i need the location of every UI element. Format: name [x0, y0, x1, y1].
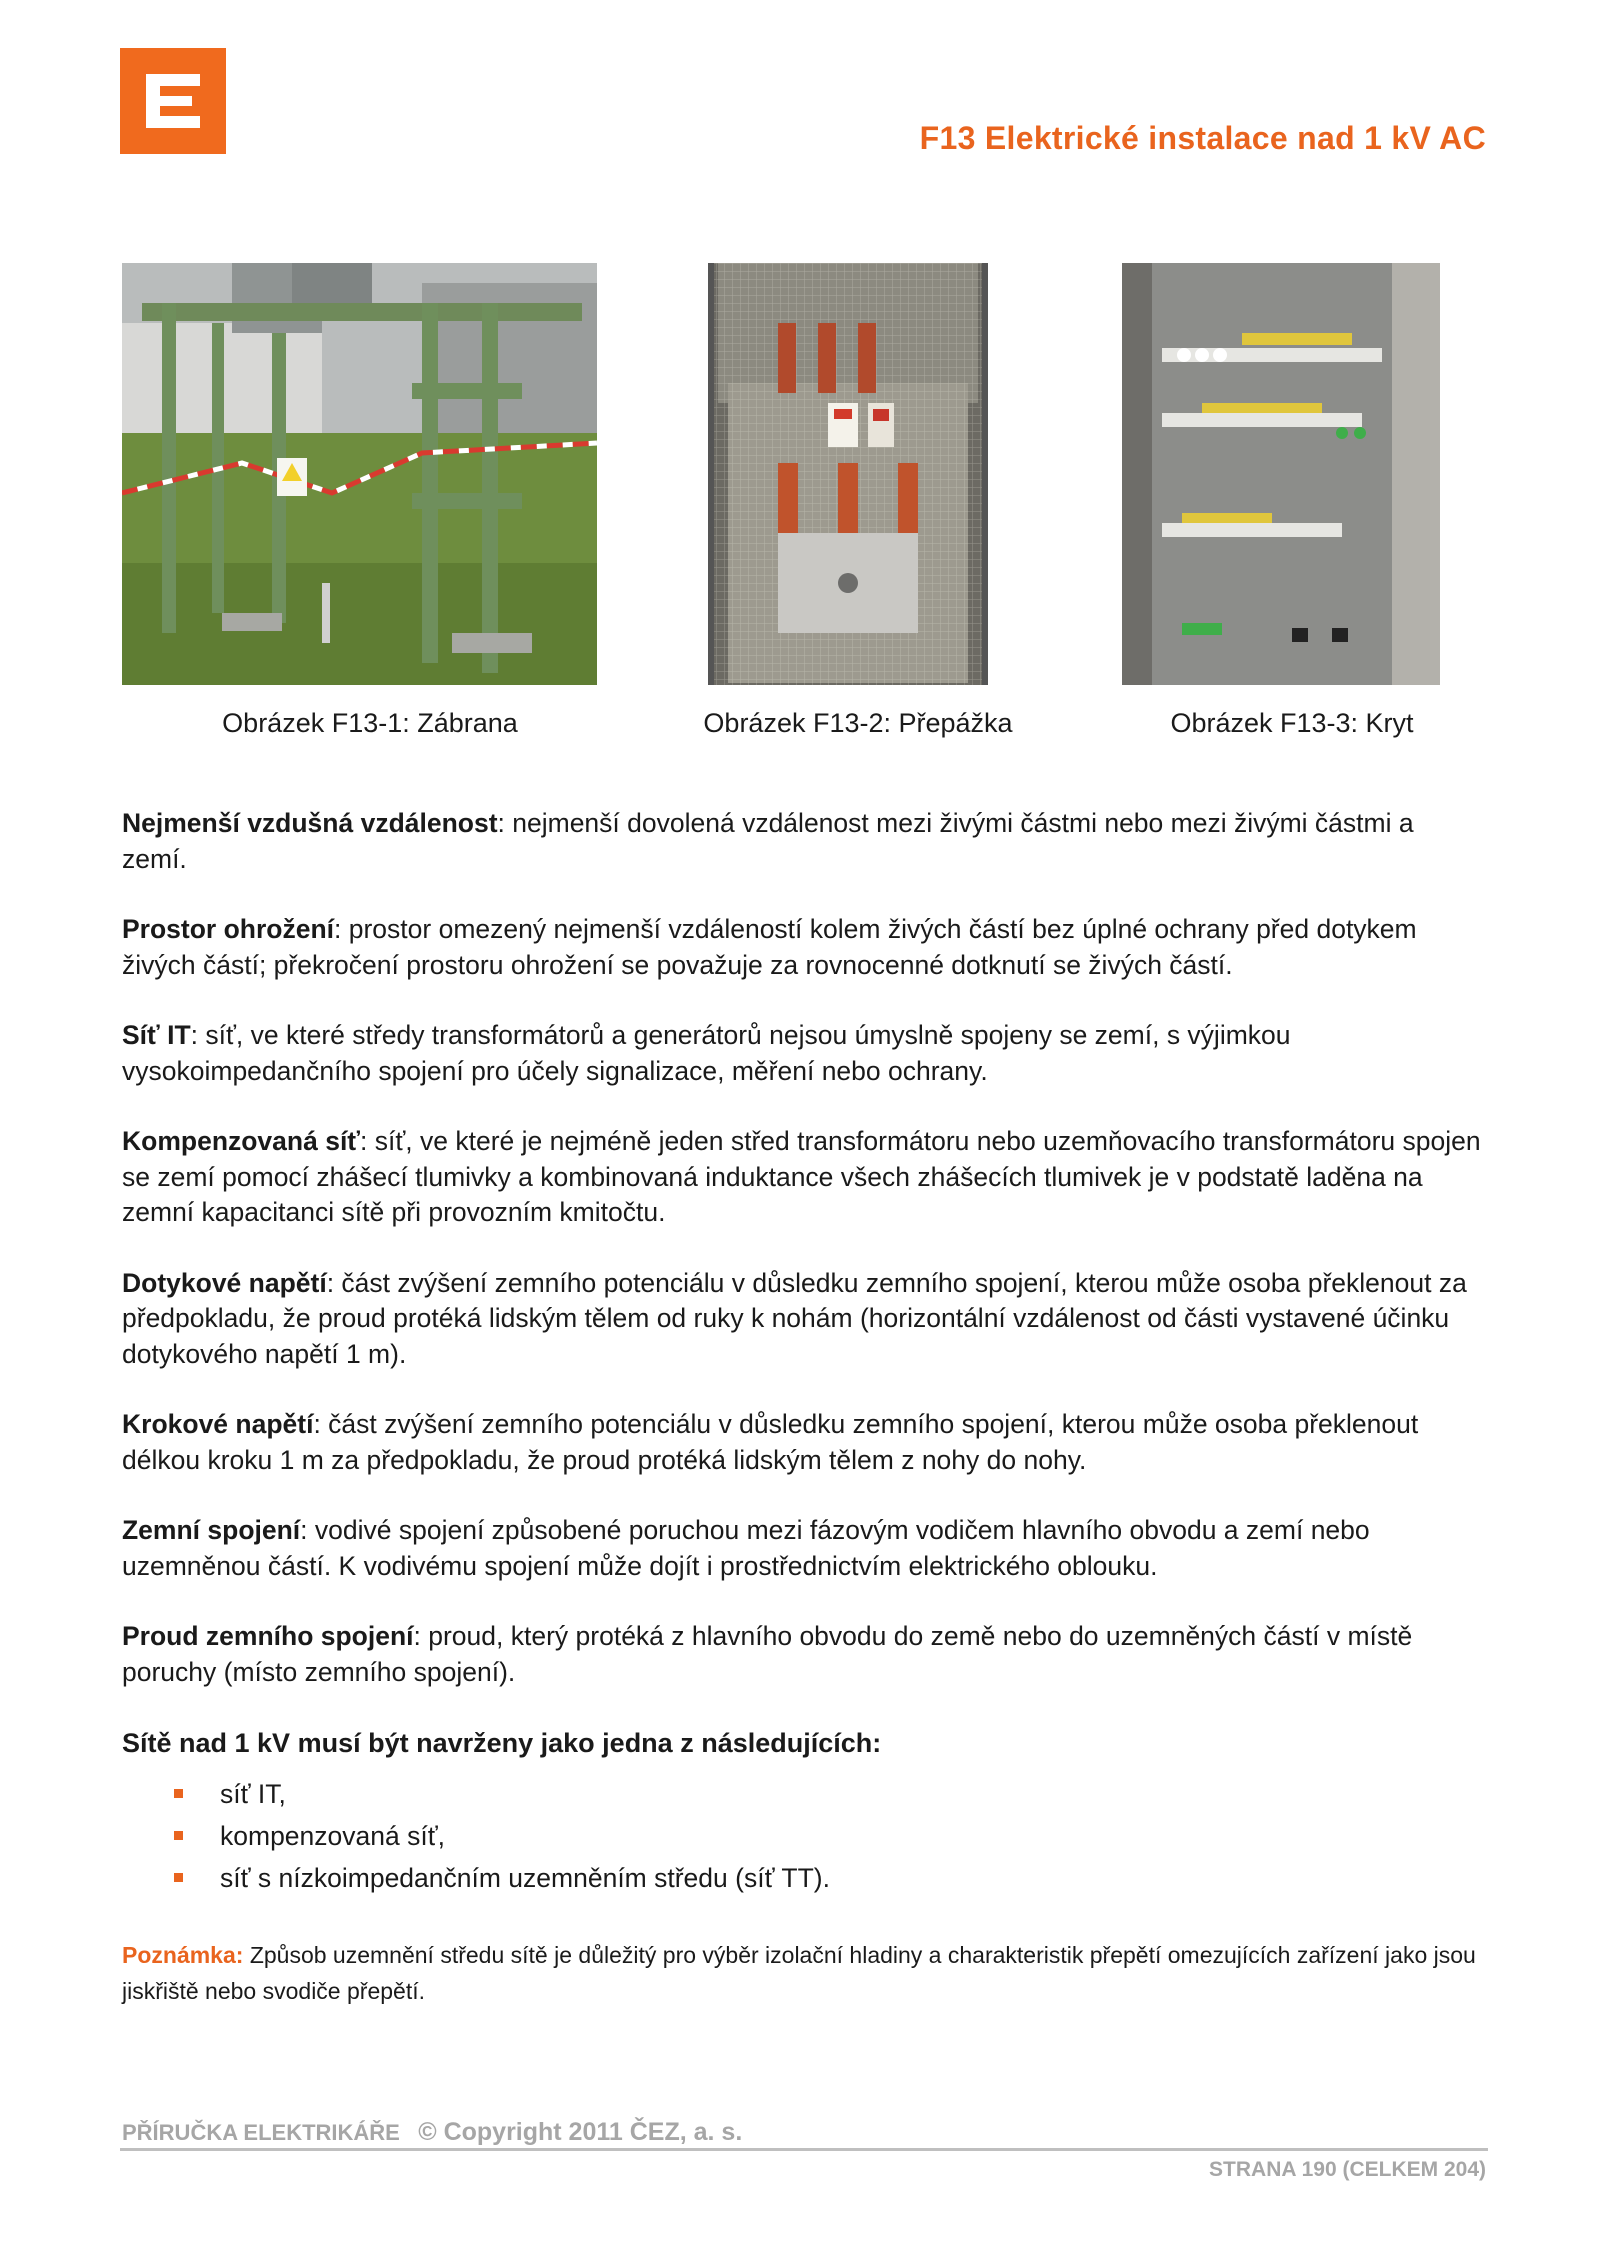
square-bullet-icon — [174, 1831, 183, 1840]
partition-photo — [708, 263, 988, 685]
definition-term: Prostor ohrožení — [122, 914, 335, 944]
list-item-text: síť s nízkoimpedančním uzemněním středu (síť TT). — [220, 1863, 830, 1893]
square-bullet-icon — [174, 1873, 183, 1882]
footer-copyright: © Copyright 2011 ČEZ, a. s. — [418, 2118, 743, 2146]
footer-left — [122, 2118, 742, 2147]
footer-page-number: STRANA 190 (CELKEM 204) — [1209, 2158, 1486, 2181]
note — [122, 1937, 1482, 2009]
cez-logo — [120, 48, 226, 154]
definition-text: : vodivé spojení způsobené poruchou mezi fázovým vodičem hlavního obvodu a zemí nebo uzemněnou částí. K vodivému spojení může dojít i prostřednictvím elektrického oblouku. — [122, 1515, 1370, 1581]
page-title: F13 Elektrické instalace nad 1 kV AC — [919, 120, 1486, 156]
definition-paragraph — [122, 1018, 1482, 1089]
list-item — [122, 1773, 1482, 1815]
figure-prepazka — [708, 263, 988, 685]
definition-paragraph — [122, 1619, 1482, 1690]
footer-book-title: PŘÍRUČKA ELEKTRIKÁŘE — [122, 2120, 400, 2145]
definition-paragraph — [122, 1407, 1482, 1478]
definition-text: : část zvýšení zemního potenciálu v důsledku zemního spojení, kterou může osoba překlenout za předpokladu, že proud protéká lidským tělem od ruky k nohám (horizontální vzdálenost od části vystavené účinku dotykového napětí 1 m). — [122, 1267, 1467, 1369]
definition-text: : proud, který protéká z hlavního obvodu do země nebo do uzemněných částí v místě poruchy (místo zemního spojení). — [122, 1621, 1413, 1687]
definition-term: Síť IT — [122, 1020, 191, 1050]
list-heading: Sítě nad 1 kV musí být navrženy jako jedna z následujících: — [122, 1728, 882, 1758]
figure-kryt — [1122, 263, 1440, 685]
list-item-text: kompenzovaná síť, — [220, 1821, 446, 1851]
list-item — [122, 1815, 1482, 1857]
definition-text: : prostor omezený nejmenší vzdáleností kolem živých částí bez úplné ochrany před dotykem živých částí; překročení prostoru ohrožení se považuje za rovnocenné dotknutí se živých částí. — [122, 914, 1417, 980]
square-bullet-icon — [174, 1789, 183, 1798]
definition-term: Dotykové napětí — [122, 1267, 327, 1298]
definition-term: Krokové napětí — [122, 1409, 314, 1439]
figure-caption-2: Obrázek F13-2: Přepážka — [703, 708, 1013, 738]
definition-paragraph — [122, 1266, 1482, 1373]
definition-paragraph — [122, 912, 1482, 983]
definition-paragraph — [122, 806, 1482, 877]
cover-photo — [1122, 263, 1440, 685]
definition-term: Kompenzovaná síť — [122, 1126, 360, 1156]
figure-caption-3: Obrázek F13-3: Kryt — [1170, 708, 1414, 738]
definition-paragraph — [122, 1513, 1482, 1584]
footer-divider — [120, 2148, 1488, 2151]
definition-text: : síť, ve které středy transformátorů a generátorů nejsou úmyslně spojeny se zemí, s výjimkou vysokoimpedančního spojení pro účely signalizace, měření nebo ochrany. — [122, 1020, 1291, 1086]
definition-term: Proud zemního spojení — [122, 1621, 414, 1651]
note-label: Poznámka: — [122, 1942, 244, 1968]
figure-zabrana — [122, 263, 597, 685]
definition-text: : síť, ve které je nejméně jeden střed transformátoru nebo uzemňovacího transformátoru spojen se zemí pomocí zhášecí tlumivky a kombinovaná induktance všech zhášecích tlumivek je v podstatě laděna na zemní kapacitanci sítě při provozním kmitočtu. — [122, 1126, 1481, 1227]
figure-caption-1: Obrázek F13-1: Zábrana — [222, 708, 518, 738]
list-item-text: síť IT, — [220, 1779, 286, 1809]
note-text: Způsob uzemnění středu sítě je důležitý pro výběr izolační hladiny a charakteristik přepětí omezujících zařízení jako jsou jiskřiště nebo svodiče přepětí. — [122, 1942, 1476, 2004]
definition-paragraph — [122, 1124, 1482, 1231]
main-content — [122, 806, 1482, 2032]
definition-term: Nejmenší vzdušná vzdálenost — [122, 808, 498, 838]
definition-text: : nejmenší dovolená vzdálenost mezi živými částmi nebo mezi živými částmi a zemí. — [122, 808, 1414, 874]
network-type-list — [122, 1773, 1482, 1899]
definition-text: : část zvýšení zemního potenciálu v důsledku zemního spojení, kterou může osoba překlenout délkou kroku 1 m za předpokladu, že proud protéká lidským tělem z nohy do nohy. — [122, 1409, 1419, 1475]
substation-barrier-photo — [122, 263, 597, 685]
definition-term: Zemní spojení — [122, 1515, 301, 1545]
list-item — [122, 1857, 1482, 1899]
